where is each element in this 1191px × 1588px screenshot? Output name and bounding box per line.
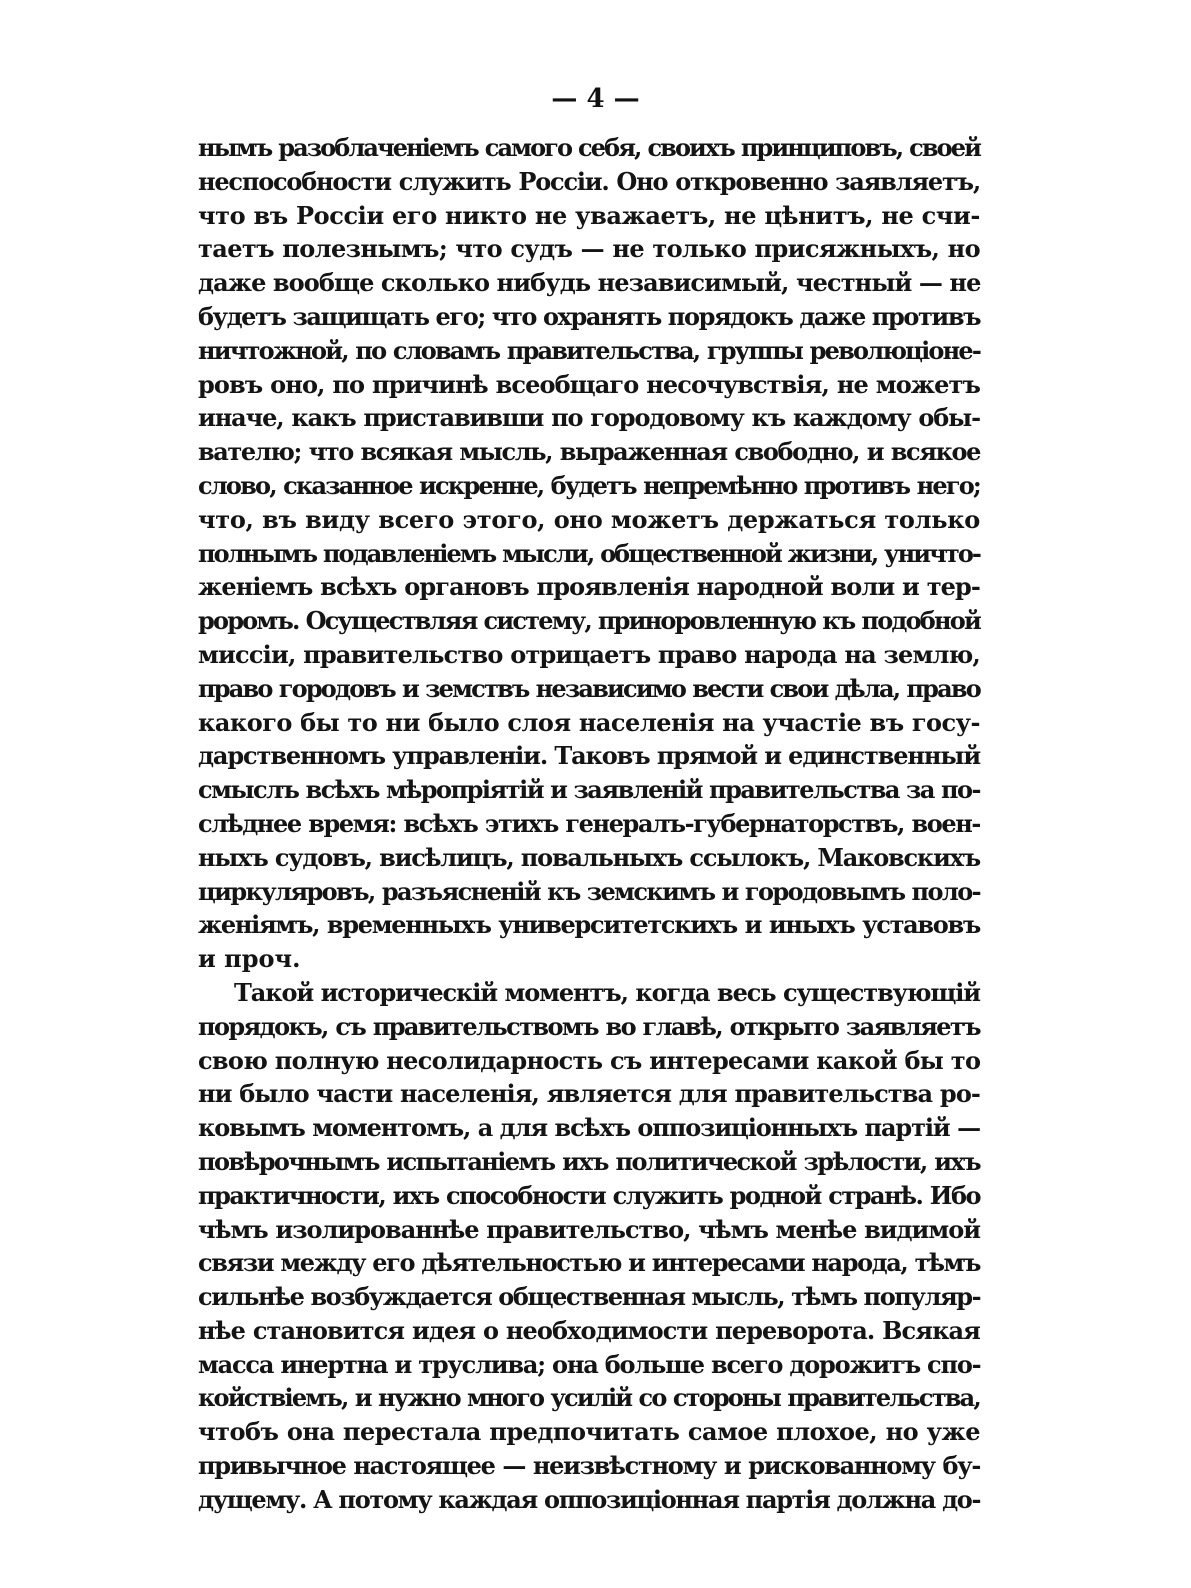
text-line: практичности, ихъ способности служить родной странѣ. Ибо: [198, 1180, 980, 1210]
text-line: вателю; что всякая мысль, выраженная свободно, и всякое: [198, 437, 980, 467]
text-line: роромъ. Осуществляя систему, приноровленную къ подобной: [198, 606, 980, 636]
text-line: женіямъ, временныхъ университетскихъ и иныхъ уставовъ: [198, 910, 980, 940]
text-line: ковымъ моментомъ, а для всѣхъ оппозиціонныхъ партій —: [198, 1113, 980, 1143]
text-line: циркуляровъ, разъясненій къ земскимъ и городовымъ поло-: [198, 876, 980, 906]
text-line: чѣмъ изолированнѣе правительство, чѣмъ менѣе видимой: [198, 1214, 980, 1244]
text-line: и проч.: [198, 944, 301, 974]
text-line: повѣрочнымъ испытаніемъ ихъ политической зрѣлости, ихъ: [198, 1146, 980, 1176]
text-line: нѣе становится идея о необходимости переворота. Всякая: [198, 1315, 980, 1345]
text-line: ровъ оно, по причинѣ всеобщаго несочувствія, не можетъ: [198, 369, 980, 399]
text-line: дарственномъ управленіи. Таковъ прямой и единственный: [198, 741, 981, 771]
paragraph: [198, 976, 980, 1517]
text-line: Такой историческій моментъ, когда весь существующій: [234, 977, 980, 1007]
text-line: койствіемъ, и нужно много усилій со стороны правительства,: [198, 1383, 980, 1413]
text-line: ничтожной, по словамъ правительства, группы революціоне-: [198, 335, 980, 365]
text-line: право городовъ и земствъ независимо вести свои дѣла, право: [198, 673, 980, 703]
text-line: дущему. А потому каждая оппозиціонная партія должна до-: [198, 1484, 981, 1514]
text-line: полнымъ подавленіемъ мысли, общественной жизни, уничто-: [198, 538, 980, 568]
text-line: сильнѣе возбуждается общественная мысль, тѣмъ популяр-: [198, 1282, 981, 1312]
page-number: — 4 —: [551, 84, 640, 114]
body-text: [198, 131, 980, 1517]
text-line: чтобъ она перестала предпочитать самое плохое, но уже: [198, 1417, 980, 1447]
text-line: связи между его дѣятельностью и интересами народа, тѣмъ: [198, 1248, 980, 1278]
text-line: что, въ виду всего этого, оно можетъ держаться только: [198, 504, 980, 534]
text-line: будетъ защищать его; что охранять порядокъ даже противъ: [198, 301, 981, 331]
text-line: ныхъ судовъ, висѣлицъ, повальныхъ ссылокъ, Маковскихъ: [198, 842, 980, 872]
text-line: порядокъ, съ правительствомъ во главѣ, открыто заявляетъ: [198, 1011, 980, 1041]
text-line: таетъ полезнымъ; что судъ — не только присяжныхъ, но: [198, 234, 980, 264]
paragraph: [198, 131, 980, 976]
text-line: даже вообще сколько нибудь независимый, честный — не: [198, 268, 981, 298]
text-line: свою полную несолидарность съ интересами какой бы то: [198, 1045, 981, 1075]
text-line: привычное настоящее — неизвѣстному и рискованному бу-: [198, 1451, 980, 1481]
text-line: иначе, какъ приставивши по городовому къ каждому обы-: [198, 403, 980, 433]
text-line: неспособности служить Россіи. Оно откровенно заявляетъ,: [198, 166, 980, 196]
text-line: миссіи, правительство отрицаетъ право народа на землю,: [198, 639, 980, 669]
text-line: нымъ разоблаченіемъ самого себя, своихъ принциповъ, своей: [198, 133, 980, 162]
text-line: что въ Россіи его никто не уважаетъ, не цѣнитъ, не счи-: [198, 200, 980, 230]
text-line: слѣднее время: всѣхъ этихъ генералъ-губернаторствъ, воен-: [198, 808, 980, 838]
text-line: масса инертна и труслива; она больше всего дорожитъ спо-: [198, 1349, 981, 1379]
text-line: смыслъ всѣхъ мѣропріятій и заявленій правительства за по-: [198, 775, 980, 805]
text-line: ни было части населенія, является для правительства ро-: [198, 1079, 980, 1109]
text-line: женіемъ всѣхъ органовъ проявленія народной воли и тер-: [198, 572, 980, 602]
text-line: какого бы то ни было слоя населенія на участіе въ госу-: [198, 707, 980, 737]
text-line: слово, сказанное искренне, будетъ непремѣнно противъ него;: [198, 470, 980, 500]
